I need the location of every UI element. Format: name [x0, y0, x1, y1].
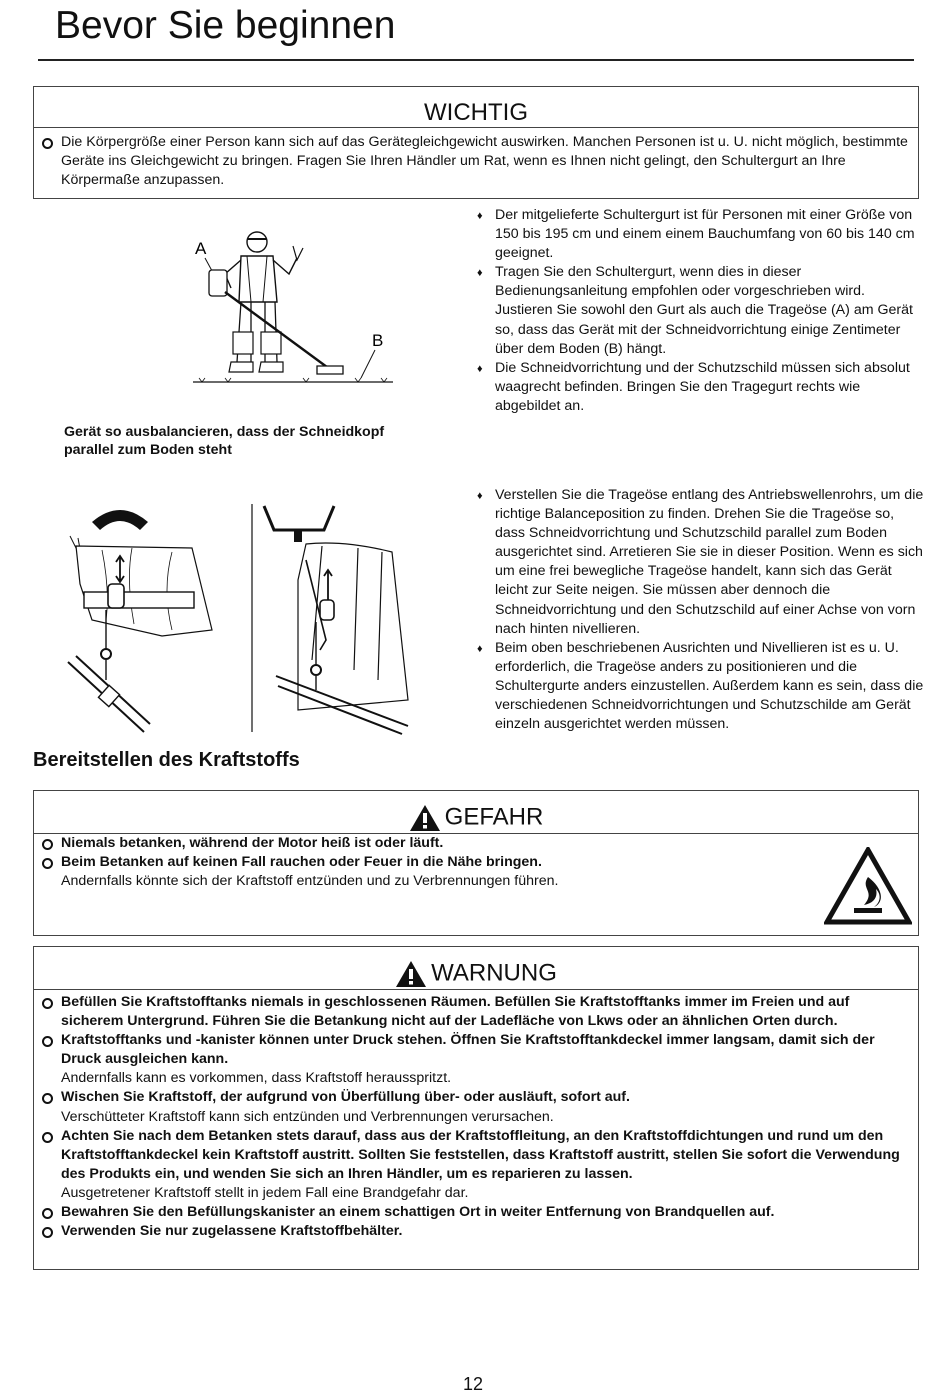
bullet-item: ♦ Verstellen Sie die Trageöse entlang des Antriebswellenrohrs, um die richtige Balanceposition zu finden. Drehen Sie die Trageöse so, dass Schneidvorrichtung und Schutzschild parallel zum Boden ausgerichtet sind. Arretieren Sie sie in dieser Position. Wenn es sich um eine frei bewegliche Trageöse handelt, kann sich das Gerät leicht zur Seite neigen. Sie müssen aber dennoch die Schneidvorrichtung und den Schutzschild auf einer Achse von vorn nach hinten nivellieren. [477, 487, 924, 637]
caption-line-1: Gerät so ausbalancieren, dass der Schneidkopf [64, 424, 385, 440]
wichtig-title-rule [34, 127, 918, 128]
balance-illustration [185, 222, 415, 390]
bullet-item: ♦ Beim oben beschriebenen Ausrichten und Nivellieren ist es u. U. erforderlich, die Trageöse anders zu positionieren und die Schultergurte anders einzustellen. Außerdem kann es sein, dass die verschiedenen Schneidvorrichtungen und Schutzschilde am Gerät einzeln ausgerichtet werden müssen. [477, 639, 924, 733]
label-a: A [195, 239, 207, 258]
section-heading: Bereitstellen des Kraftstoffs [33, 749, 300, 771]
circle-bullet-icon [42, 1227, 53, 1238]
warnung-item: Wischen Sie Kraftstoff, der aufgrund von Überfüllung über- oder ausläuft, sofort auf. Verschütteter Kraftstoff kann sich entzünden und Verbrennungen verursachen. [34, 1088, 906, 1126]
warnung-title: WARNUNG [34, 947, 918, 989]
bullet-item: ♦ Der mitgelieferte Schultergurt ist für Personen mit einer Größe von 150 bis 195 cm und einem einem Bauchumfang von 60 bis 140 cm geeignet. [477, 207, 915, 262]
gefahr-title: GEFAHR [34, 791, 918, 833]
figure-caption-2: parallel zum Boden steht [64, 442, 232, 458]
diamond-bullet-icon: ♦ [477, 267, 483, 280]
page-title: Bevor Sie beginnen [55, 4, 396, 47]
gefahr-box [33, 790, 919, 936]
warnung-item: Achten Sie nach dem Betanken stets darauf, dass aus der Kraftstoffleitung, an den Kraftstoffdichtungen und rund um den Kraftstofftankdeckel kein Kraftstoff austritt. Sollten Sie feststellen, dass Kraftstoff austritt, stellen Sie sofort die Verwendung des Produkts ein, und wenden Sie sich an Ihren Händler, um es reparieren zu lassen. Ausgetretener Kraftstoff stellt in jedem Fall eine Brandgefahr dar. [34, 1127, 906, 1203]
warnung-item: Verwenden Sie nur zugelassene Kraftstoffbehälter. [34, 1222, 906, 1241]
wichtig-item: Die Körpergröße einer Person kann sich auf das Gerätegleichgewicht auswirken. Manchen Personen ist u. U. nicht möglich, bestimmte Geräte ins Gleichgewicht zu bringen. Fragen Sie Ihren Händler um Rat, wenn es Ihnen nicht gelingt, den Schultergurt an Ihre Körpermaße anzupassen. [34, 133, 908, 190]
wichtig-title: WICHTIG [424, 99, 528, 126]
circle-bullet-icon [42, 1208, 53, 1219]
bullet-item: ♦ Die Schneidvorrichtung und der Schutzschild müssen sich absolut waagrecht befinden. Bringen Sie den Tragegurt rechts wie abgebildet an. [477, 359, 910, 414]
harness-adjustment-illustration [62, 500, 422, 736]
warnung-list [34, 993, 918, 1241]
warnung-item: Kraftstofftanks und -kanister können unter Druck stehen. Öffnen Sie Kraftstofftankdeckel immer langsam, damit sich der Druck ausgleichen kann. Andernfalls kann es vorkommen, dass Kraftstoff herausspritzt. [34, 1031, 906, 1088]
circle-bullet-icon [42, 858, 53, 869]
title-rule [38, 59, 914, 61]
label-b: B [372, 331, 384, 350]
circle-bullet-icon [42, 1132, 53, 1143]
page-number: 12 [463, 1374, 484, 1394]
circle-bullet-icon [42, 1036, 53, 1047]
harness-bullets [475, 206, 920, 416]
flammable-warning-icon [824, 847, 912, 925]
warning-triangle-icon [395, 960, 427, 988]
circle-bullet-icon [42, 998, 53, 1009]
warnung-box [33, 946, 919, 1270]
warning-triangle-icon [409, 804, 441, 832]
wichtig-list [34, 133, 918, 190]
circle-bullet-icon [42, 138, 53, 149]
gefahr-item: Beim Betanken auf keinen Fall rauchen oder Feuer in die Nähe bringen. Andernfalls könnte sich der Kraftstoff entzünden und zu Verbrennungen führen. [34, 853, 788, 891]
circle-bullet-icon [42, 1093, 53, 1104]
bullet-item: ♦ Tragen Sie den Schultergurt, wenn dies in dieser Bedienungsanleitung empfohlen oder vorgeschrieben wird. Justieren Sie sowohl den Gurt als auch die Trageöse (A) am Gerät so, dass das Gerät mit der Schneidvorrichtung einige Zentimeter über dem Boden (B) hängt. [477, 264, 913, 357]
diamond-bullet-icon: ♦ [477, 490, 483, 502]
gefahr-list [34, 834, 918, 891]
circle-bullet-icon [42, 839, 53, 850]
warnung-item: Befüllen Sie Kraftstofftanks niemals in geschlossenen Räumen. Befüllen Sie Kraftstofftanks immer im Freien und auf sicherem Untergrund. Führen Sie die Betankung nicht auf der Ladefläche von Lkws oder an ähnlichen Orten durch. [34, 993, 906, 1031]
diamond-bullet-icon: ♦ [477, 642, 483, 655]
figure-caption [64, 423, 466, 442]
balance-bullets [475, 486, 925, 734]
diamond-bullet-icon: ♦ [477, 210, 483, 222]
diamond-bullet-icon: ♦ [477, 362, 483, 375]
gefahr-item: Niemals betanken, während der Motor heiß ist oder läuft. [34, 834, 788, 853]
warnung-item: Bewahren Sie den Befüllungskanister an einem schattigen Ort in weiter Entfernung von Brandquellen auf. [34, 1203, 906, 1222]
wichtig-box [33, 86, 919, 199]
